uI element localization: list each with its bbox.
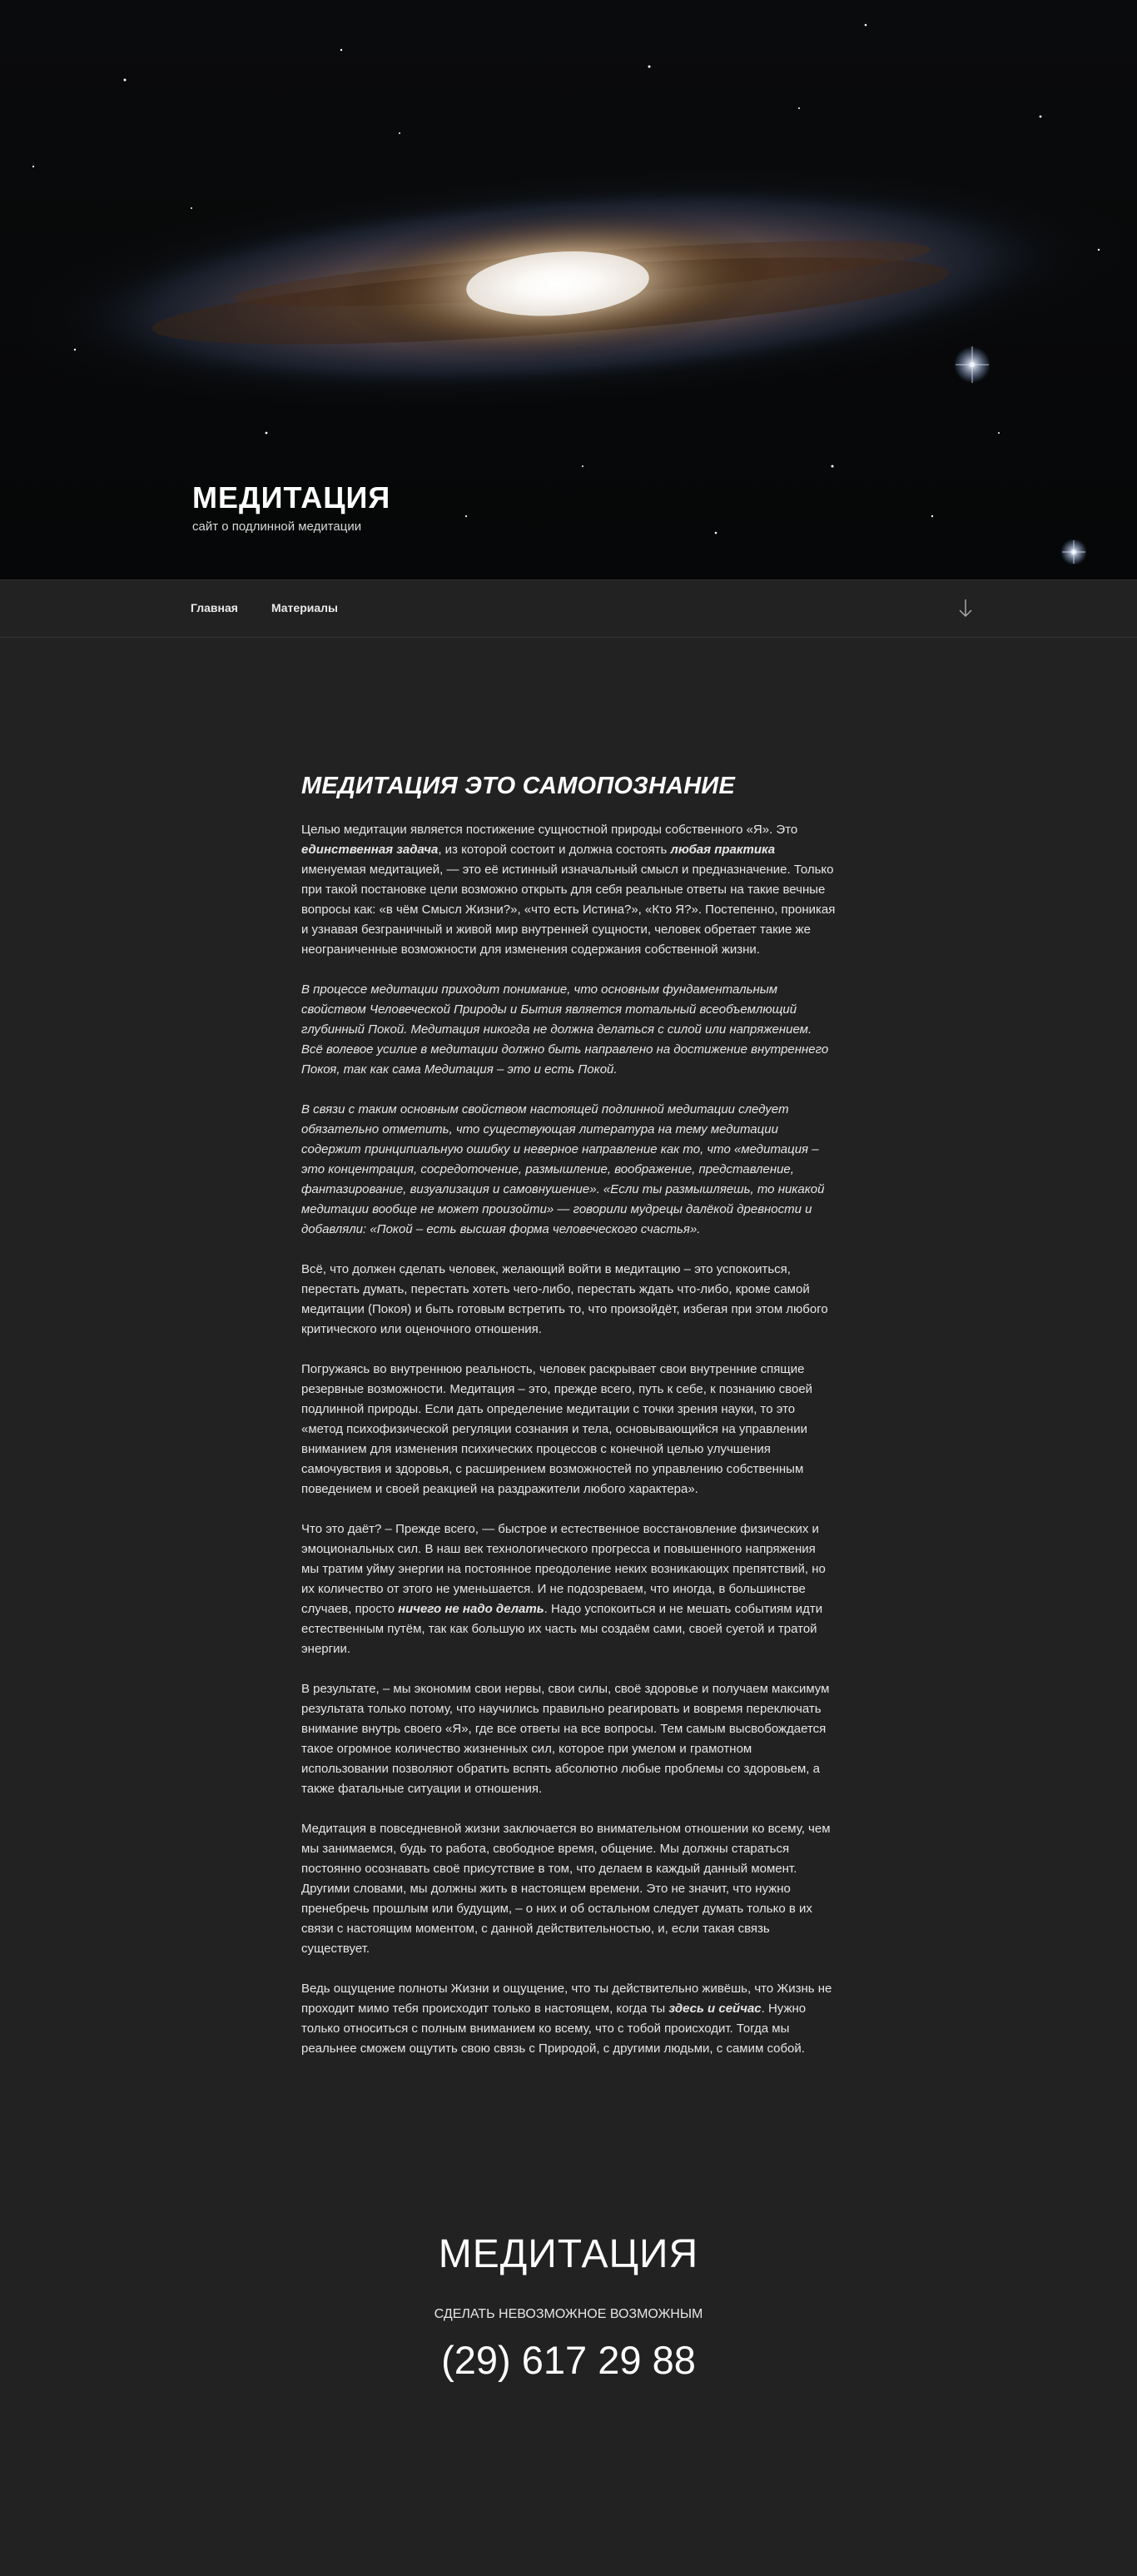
paragraph-7: В результате, – мы экономим свои нервы, свои силы, своё здоровье и получаем максимум результата только потому, что научились правильно реагировать и вовремя переключать внимание внутрь своего «Я», где все ответы на все вопросы. Тем самым высвобождается такое огромное количество жизненных сил, которое при умелом и грамотном использовании позволяют обратить вспять абсолютно любые проблемы со здоровьем, а также фатальные ситуации и отношения. [301, 1682, 830, 1796]
nav-item-home [191, 601, 238, 616]
paragraph-5: Погружаясь во внутреннюю реальность, человек раскрывает свои внутренние спящие резервные возможности. Медитация – это, прежде всего, путь к себе, к познанию своей подлинной природы. Если дать определение медитации с точки зрения науки, то это «метод психофизической регуляции сознания и тела, основывающийся на управлении вниманием для изменения психических процессов с конечной целью улучшения самочувствия и здоровья, с расширением возможностей по управлению собственным поведением и своей реакцией на раздражители любого характера». [301, 1362, 813, 1496]
site-header [0, 0, 1137, 579]
site-title[interactable] [192, 481, 390, 515]
footer-phone[interactable]: (29) 617 29 88 [441, 2338, 696, 2382]
nav-link-materials[interactable]: Материалы [271, 601, 338, 614]
nav-item-materials [271, 601, 338, 616]
footer-contact-block [0, 2231, 1137, 2383]
main-content [301, 773, 836, 2079]
paragraph-3: В связи с таким основным свойством настоящей подлинной медитации следует обязательно отметить, что существующая литература на тему медитации содержит принципиальную ошибку и неверное направление как то, что «медитация – это концентрация, сосредоточение, размышление, воображение, представление, фантазирование, визуализация и самовнушение». «Если ты размышляешь, то никакой медитации вообще не может произойти» — говорили мудрецы далёкой древности и добавляли: «Покой – есть высшая форма человеческого счастья». [301, 1102, 825, 1236]
paragraph-2: В процессе медитации приходит понимание, что основным фундаментальным свойством Человеческой Природы и Бытия является тотальный всеобъемлющий глубинный Покой. Медитация никогда не должна делаться с силой или напряжением. Всё волевое усилие в медитации должно быть направлено на достижение внутреннего Покоя, так как сама Медитация – это и есть Покой. [301, 982, 829, 1077]
site-title-link[interactable]: МЕДИТАЦИЯ [192, 480, 391, 515]
paragraph-1: Целью медитации является постижение сущностной природы собственного «Я». Это единственная задача, из которой состоит и должна состоять любая практика именуемая медитацией, — это её истинный изначальный смысл и предназначение. Только при такой постановке цели возможно открыть для себя реальные ответы на такие вечные вопросы как: «в чём Смысл Жизни?», «что есть Истина?», «Кто Я?». Постепенно, проникая и узнавая безграничный и живой мир внутренней сущности, человек обретает такие же неограниченные возможности для изменения содержания собственной жизни. [301, 823, 836, 957]
nav-link-home[interactable]: Главная [191, 601, 238, 614]
site-description: сайт о подлинной медитации [192, 519, 362, 534]
top-navigation [0, 579, 1137, 638]
arrow-down-icon[interactable] [957, 597, 974, 620]
article-content [301, 820, 836, 2059]
paragraph-6: Что это даёт? – Прежде всего, — быстрое и естественное восстановление физических и эмоциональных сил. В наш век технологического прогресса и повышенного напряжения мы тратим уйму энергии на постоянное преодоление неких возникающих препятствий, но их количество от этого не уменьшается. И не подозреваем, что иногда, в большинстве случаев, просто ничего не надо делать. Надо успокоиться и не мешать событиям идти естественным путём, так как большую их часть мы создаём сами, своей суетой и тратой энергии. [301, 1522, 826, 1656]
paragraph-8: Медитация в повседневной жизни заключается во внимательном отношении ко всему, чем мы занимаемся, будь то работа, свободное время, общение. Мы должны стараться постоянно осознавать своё присутствие в том, что делаем в каждый данный момент. Другими словами, мы должны жить в настоящем времени. Это не значит, что нужно пренебречь прошлым или будущим, – о них и об остальном следует думать только в их связи с настоящим моментом, с данной действительностью, и, если такая связь существует. [301, 1822, 831, 1956]
article-title: МЕДИТАЦИЯ ЭТО САМОПОЗНАНИЕ [301, 773, 735, 799]
paragraph-4: Всё, что должен сделать человек, желающий войти в медитацию – это успокоиться, перестать думать, перестать хотеть чего-либо, перестать ждать что-либо, кроме самой медитации (Покоя) и быть готовым встретить то, что произойдёт, избегая при этом любого критического или оценочного отношения. [301, 1262, 828, 1336]
article [301, 773, 836, 2059]
site-branding [192, 481, 390, 534]
footer-title: МЕДИТАЦИЯ [438, 2232, 699, 2276]
paragraph-9: Ведь ощущение полноты Жизни и ощущение, что ты действительно живёшь, что Жизнь не проходит мимо тебя происходит только в настоящем, когда ты здесь и сейчас. Нужно только относиться с полным вниманием ко всему, что с тобой происходит. Тогда мы реальнее сможем ощутить свою связь с Природой, с другими людьми, с самим собой. [301, 1982, 832, 2056]
header-galaxy-image [0, 0, 1137, 579]
footer-tagline: СДЕЛАТЬ НЕВОЗМОЖНОЕ ВОЗМОЖНЫМ [434, 2307, 703, 2321]
nav-menu [191, 580, 371, 637]
